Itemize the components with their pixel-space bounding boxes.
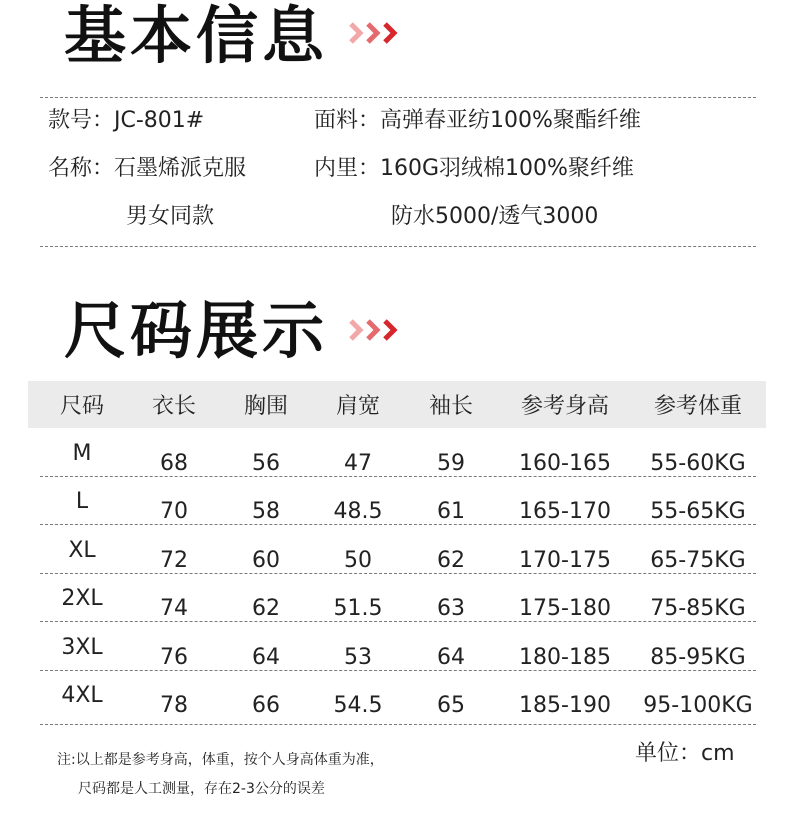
- table-cell: 60: [252, 548, 280, 573]
- row-divider: [40, 670, 756, 671]
- triple-chevron-icon: [348, 20, 404, 46]
- table-cell: 66: [252, 693, 280, 718]
- table-cell: 55-60KG: [650, 451, 746, 476]
- note-line-1: 注:以上都是参考身高，体重，按个人身高体重为准，: [57, 752, 384, 768]
- table-cell: 55-65KG: [650, 499, 746, 524]
- fabric-info: 面料：高弹春亚纺100%聚酯纤维: [314, 108, 641, 133]
- waterproof-info: 防水5000/透气3000: [391, 204, 599, 229]
- table-cell: 62: [437, 548, 465, 573]
- table-cell: 165-170: [519, 499, 611, 524]
- table-cell: 180-185: [519, 645, 611, 670]
- divider-bottom: [40, 246, 756, 247]
- size-cell: 3XL: [61, 635, 103, 660]
- style-number: 款号：JC-801#: [48, 108, 205, 133]
- table-cell: 53: [344, 645, 372, 670]
- table-cell: 170-175: [519, 548, 611, 573]
- header-cell: 肩宽: [335, 394, 381, 419]
- lining-info: 内里：160G羽绒棉100%聚纤维: [314, 156, 634, 181]
- table-cell: 76: [160, 645, 188, 670]
- table-cell: 51.5: [333, 596, 383, 621]
- table-cell: 48.5: [333, 499, 383, 524]
- triple-chevron-icon: [348, 317, 404, 343]
- table-cell: 70: [160, 499, 188, 524]
- size-cell: M: [72, 441, 92, 466]
- header-cell: 胸围: [243, 394, 289, 419]
- product-name: 名称：石墨烯派克服: [48, 156, 247, 181]
- table-cell: 65-75KG: [650, 548, 746, 573]
- table-cell: 62: [252, 596, 280, 621]
- size-cell: XL: [68, 538, 96, 563]
- unit-label: 单位：cm: [635, 741, 735, 766]
- table-cell: 54.5: [333, 693, 383, 718]
- table-cell: 74: [160, 596, 188, 621]
- divider-top: [40, 97, 756, 98]
- table-cell: 85-95KG: [650, 645, 746, 670]
- header-cell: 袖长: [428, 394, 474, 419]
- table-cell: 78: [160, 693, 188, 718]
- table-cell: 68: [160, 451, 188, 476]
- note-line-2: 尺码都是人工测量，存在2-3公分的误差: [78, 781, 325, 797]
- header-cell: 参考身高: [520, 394, 610, 419]
- table-cell: 63: [437, 596, 465, 621]
- table-cell: 50: [344, 548, 372, 573]
- row-divider: [40, 724, 756, 725]
- row-divider: [40, 476, 756, 477]
- size-section-title: 尺码展示: [64, 294, 329, 367]
- basic-info-title: 基本信息: [64, 0, 329, 72]
- table-cell: 56: [252, 451, 280, 476]
- size-cell: L: [75, 489, 89, 514]
- table-cell: 65: [437, 693, 465, 718]
- table-cell: 95-100KG: [643, 693, 753, 718]
- table-cell: 61: [437, 499, 465, 524]
- table-cell: 160-165: [519, 451, 611, 476]
- table-cell: 75-85KG: [650, 596, 746, 621]
- gender-info: 男女同款: [126, 204, 215, 229]
- table-cell: 59: [437, 451, 465, 476]
- row-divider: [40, 524, 756, 525]
- table-cell: 175-180: [519, 596, 611, 621]
- size-cell: 2XL: [61, 586, 103, 611]
- table-cell: 64: [252, 645, 280, 670]
- header-cell: 衣长: [151, 394, 197, 419]
- row-divider: [40, 621, 756, 622]
- table-cell: 185-190: [519, 693, 611, 718]
- header-cell: 尺码: [59, 394, 105, 419]
- table-cell: 58: [252, 499, 280, 524]
- table-cell: 47: [344, 451, 372, 476]
- table-cell: 72: [160, 548, 188, 573]
- size-cell: 4XL: [61, 683, 103, 708]
- table-cell: 64: [437, 645, 465, 670]
- header-cell: 参考体重: [653, 394, 743, 419]
- row-divider: [40, 573, 756, 574]
